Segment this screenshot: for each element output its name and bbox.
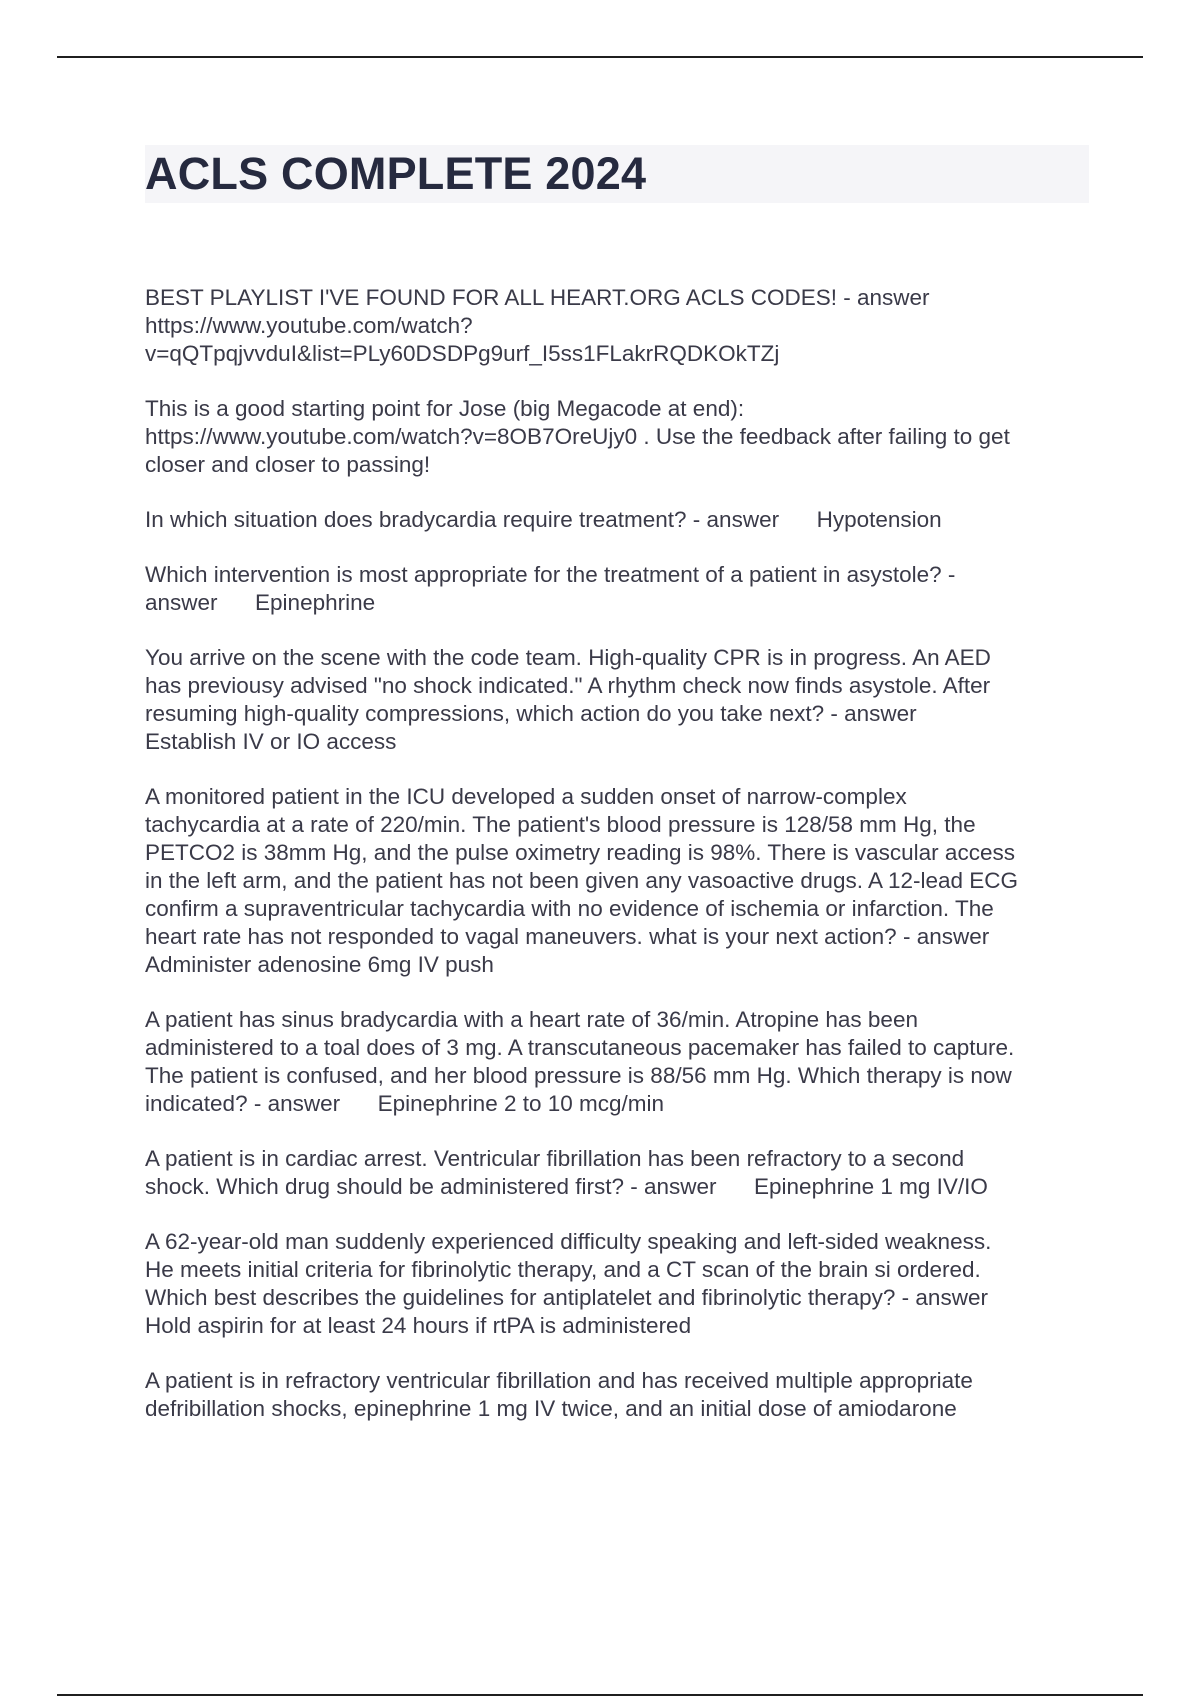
qa-line: A patient is in cardiac arrest. Ventricular fibrillation has been refractory to a second xyxy=(145,1146,965,1171)
qa-line: https://www.youtube.com/watch? xyxy=(145,313,473,338)
qa-line: Which intervention is most appropriate for the treatment of a patient in asystole? - xyxy=(145,562,956,587)
qa-line: in the left arm, and the patient has not been given any vasoactive drugs. A 12-lead ECG xyxy=(145,868,1019,893)
qa-line: https://www.youtube.com/watch?v=8OB7OreUjy0 . Use the feedback after failing to get xyxy=(145,424,1010,449)
qa-item-3 xyxy=(145,506,1091,534)
top-rule xyxy=(57,56,1143,58)
qa-item-5 xyxy=(145,644,1091,756)
qa-line: A patient is in refractory ventricular fibrillation and has received multiple appropriate xyxy=(145,1368,973,1393)
qa-list xyxy=(145,284,1091,1450)
qa-line: resuming high-quality compressions, which action do you take next? - answer xyxy=(145,701,917,726)
qa-line: administered to a toal does of 3 mg. A transcutaneous pacemaker has failed to capture. xyxy=(145,1035,1015,1060)
qa-line: A 62-year-old man suddenly experienced difficulty speaking and left-sided weakness. xyxy=(145,1229,992,1254)
qa-line: confirm a supraventricular tachycardia with no evidence of ischemia or infarction. The xyxy=(145,896,994,921)
qa-line: In which situation does bradycardia require treatment? - answer Hypotension xyxy=(145,507,942,532)
qa-line: shock. Which drug should be administered first? - answer Epinephrine 1 mg IV/IO xyxy=(145,1174,988,1199)
qa-item-7 xyxy=(145,1006,1091,1118)
qa-line: Which best describes the guidelines for antiplatelet and fibrinolytic therapy? - answer xyxy=(145,1285,988,1310)
bottom-rule xyxy=(57,1694,1143,1696)
qa-line: A patient has sinus bradycardia with a heart rate of 36/min. Atropine has been xyxy=(145,1007,918,1032)
qa-item-1 xyxy=(145,284,1091,368)
qa-item-10 xyxy=(145,1367,1091,1423)
qa-line: He meets initial criteria for fibrinolytic therapy, and a CT scan of the brain si ordered. xyxy=(145,1257,981,1282)
qa-line: v=qQTpqjvvduI&list=PLy60DSDPg9urf_I5ss1FLakrRQDKOkTZj xyxy=(145,341,780,366)
qa-line: heart rate has not responded to vagal maneuvers. what is your next action? - answer xyxy=(145,924,990,949)
qa-line: has previousy advised "no shock indicated." A rhythm check now finds asystole. After xyxy=(145,673,991,698)
qa-line: closer and closer to passing! xyxy=(145,452,431,477)
qa-item-9 xyxy=(145,1228,1091,1340)
qa-item-8 xyxy=(145,1145,1091,1201)
qa-line: Establish IV or IO access xyxy=(145,729,397,754)
qa-line: A monitored patient in the ICU developed a sudden onset of narrow-complex xyxy=(145,784,907,809)
qa-line: tachycardia at a rate of 220/min. The patient's blood pressure is 128/58 mm Hg, the xyxy=(145,812,976,837)
qa-line: PETCO2 is 38mm Hg, and the pulse oximetry reading is 98%. There is vascular access xyxy=(145,840,1015,865)
qa-line: answer Epinephrine xyxy=(145,590,376,615)
qa-line: defribillation shocks, epinephrine 1 mg IV twice, and an initial dose of amiodarone xyxy=(145,1396,957,1421)
qa-line: The patient is confused, and her blood pressure is 88/56 mm Hg. Which therapy is now xyxy=(145,1063,1012,1088)
qa-line: BEST PLAYLIST I'VE FOUND FOR ALL HEART.ORG ACLS CODES! - answer xyxy=(145,285,930,310)
qa-line: This is a good starting point for Jose (big Megacode at end): xyxy=(145,396,745,421)
qa-line: Administer adenosine 6mg IV push xyxy=(145,952,494,977)
page-title: ACLS COMPLETE 2024 xyxy=(145,148,647,199)
qa-item-6 xyxy=(145,783,1091,979)
qa-item-4 xyxy=(145,561,1091,617)
qa-item-2 xyxy=(145,395,1091,479)
qa-line: Hold aspirin for at least 24 hours if rtPA is administered xyxy=(145,1313,692,1338)
qa-line: indicated? - answer Epinephrine 2 to 10 mcg/min xyxy=(145,1091,665,1116)
qa-line: You arrive on the scene with the code team. High-quality CPR is in progress. An AED xyxy=(145,645,991,670)
